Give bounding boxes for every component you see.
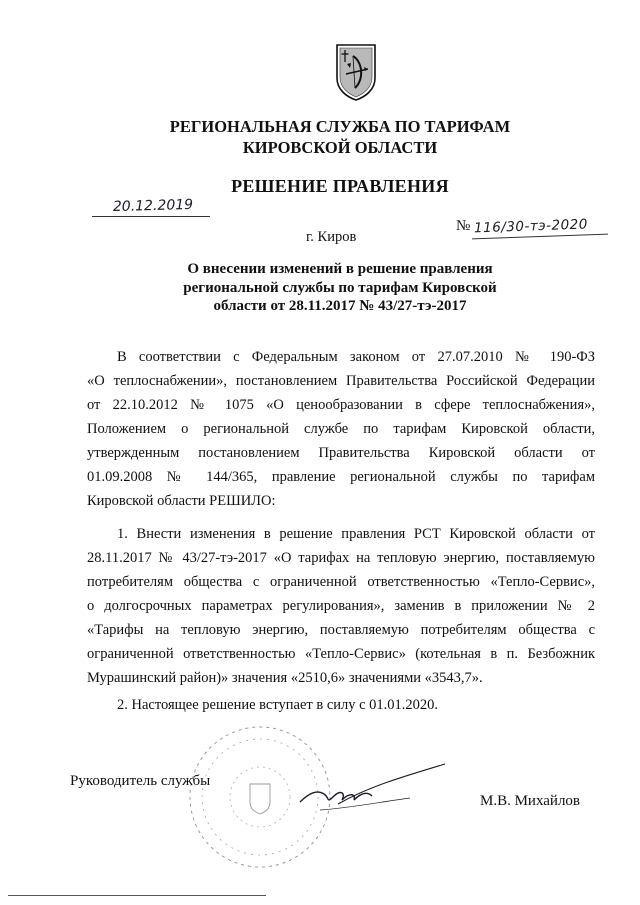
document-title: РЕШЕНИЕ ПРАВЛЕНИЯ xyxy=(231,176,449,196)
date-underline xyxy=(92,216,210,217)
item-1-line: Мурашинский район)» значения «2510,6» значениями «3543,7». xyxy=(87,670,483,686)
subject-line-3: области от 28.11.2017 № 43/27-тэ-2017 xyxy=(213,298,467,314)
issuing-authority xyxy=(160,116,520,158)
preamble-line: утвержденным постановлением Правительства Кировской области от xyxy=(87,445,595,461)
preamble-line: от 22.10.2012 № 1075 «О ценообразовании в сфере теплоснабжения», xyxy=(87,397,595,413)
preamble-line: 01.09.2008 № 144/365, правление региональной службы по тарифам xyxy=(87,469,595,485)
footer-divider xyxy=(8,895,266,896)
preamble-line: Положением о региональной службе по тарифам Кировской области, xyxy=(87,421,595,437)
item-1-line: 1. Внести изменения в решение правления РСТ Кировской области от xyxy=(117,526,595,542)
preamble-line: Кировской области РЕШИЛО: xyxy=(87,493,276,509)
coat-of-arms-emblem xyxy=(333,42,379,102)
item-1-line: о долгосрочных параметрах регулирования», заменив в приложении № 2 xyxy=(87,598,595,614)
authority-line-2: КИРОВСКОЙ ОБЛАСТИ xyxy=(242,138,438,157)
item-1-line: ограниченной ответственностью «Тепло-Сервис» (котельная в п. Безбожник xyxy=(87,646,595,662)
handwritten-signature xyxy=(290,752,450,827)
item-1-line: «Тарифы на тепловую энергию, поставляемую потребителям общества с xyxy=(87,622,595,638)
document-number: 116/30-тэ-2020 xyxy=(473,216,589,237)
city: г. Киров xyxy=(306,229,357,245)
item-2-line: 2. Настоящее решение вступает в силу с 01.01.2020. xyxy=(117,697,439,713)
subject-line-1: О внесении изменений в решение правления xyxy=(187,261,493,277)
preamble-line: В соответствии с Федеральным законом от 27.07.2010 № 190-ФЗ xyxy=(117,349,595,365)
signer-position: Руководитель службы xyxy=(70,773,211,789)
document-subject xyxy=(160,260,520,316)
authority-line-1: РЕГИОНАЛЬНАЯ СЛУЖБА ПО ТАРИФАМ xyxy=(169,117,511,136)
subject-line-2: региональной службы по тарифам Кировской xyxy=(183,279,497,296)
number-sign: № xyxy=(456,218,471,234)
document-date: 20.12.2019 xyxy=(112,196,194,216)
preamble-line: «О теплоснабжении», постановлением Правительства Российской Федерации xyxy=(87,373,595,389)
signer-name: М.В. Михайлов xyxy=(480,793,581,809)
item-1-line: 28.11.2017 № 43/27-тэ-2017 «О тарифах на тепловую энергию, поставляемую xyxy=(87,550,595,566)
item-1-line: потребителям общества с ограниченной ответственностью «Тепло-Сервис», xyxy=(87,574,595,590)
